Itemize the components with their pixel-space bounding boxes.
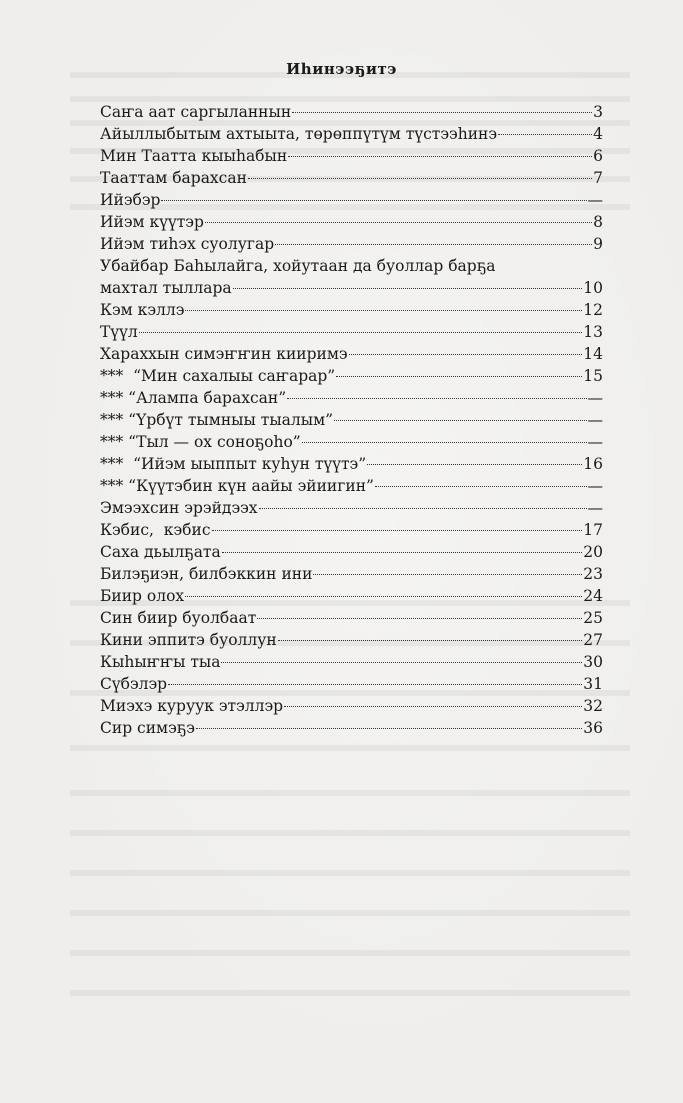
toc-entry-title: *** “Алампа барахсан”	[100, 389, 287, 407]
toc-entry-title: Сир симэҕэ	[100, 719, 195, 737]
dot-leader	[336, 376, 582, 377]
toc-entry-title: Мин Таатта кыыһабын	[100, 147, 288, 165]
dot-leader	[212, 530, 583, 531]
toc-entry-title: *** “Күүтэбин күн аайы эйиигин”	[100, 477, 374, 495]
toc-entry-page: —	[587, 477, 603, 495]
toc-entry[interactable]	[100, 609, 603, 631]
toc-entry[interactable]	[100, 587, 603, 609]
dot-leader	[205, 222, 592, 223]
toc-entry[interactable]	[100, 389, 603, 411]
dot-leader	[349, 354, 583, 355]
toc-entry-page: 20	[583, 543, 603, 561]
toc-entry[interactable]	[100, 565, 603, 587]
toc-entry[interactable]	[100, 411, 603, 433]
toc-entry-page: 25	[583, 609, 603, 627]
toc-entry[interactable]	[100, 653, 603, 675]
dot-leader	[313, 574, 582, 575]
bleed-through-line	[70, 910, 630, 916]
dot-leader	[221, 662, 582, 663]
dot-leader	[168, 684, 582, 685]
toc-entry[interactable]	[100, 323, 603, 345]
bleed-through-line	[70, 745, 630, 751]
toc-entry-page: 23	[583, 565, 603, 583]
toc-entry[interactable]	[100, 125, 603, 147]
toc-entry-page: —	[587, 411, 603, 429]
toc-entry[interactable]	[100, 499, 603, 521]
toc-entry-page: 4	[593, 125, 603, 143]
toc-entry-title: Кыһыҥҥы тыа	[100, 653, 221, 671]
toc-entry-title: Саҥа аат саргыланнын	[100, 103, 292, 121]
toc-entry-page: 13	[583, 323, 603, 341]
toc-entry-title: *** “Ийэм ыыппыт куһун түүтэ”	[100, 455, 367, 473]
toc-entry[interactable]	[100, 697, 603, 719]
toc-entry[interactable]	[100, 543, 603, 565]
toc-entry-title: Тааттам барахсан	[100, 169, 247, 187]
toc-entry[interactable]	[100, 191, 603, 213]
toc-entry-page: 36	[583, 719, 603, 737]
toc-entry-page: —	[587, 499, 603, 517]
toc-entry[interactable]	[100, 235, 603, 257]
toc-entry-page: 14	[583, 345, 603, 363]
bleed-through-line	[70, 790, 630, 796]
toc-entry[interactable]	[100, 345, 603, 367]
toc-entry-title: Саха дьылҕата	[100, 543, 221, 561]
toc-entry-title: *** “Мин сахалыы саҥарар”	[100, 367, 336, 385]
dot-leader	[288, 156, 592, 157]
bleed-through-line	[70, 950, 630, 956]
dot-leader	[161, 200, 586, 201]
toc-entry-page: 9	[593, 235, 603, 253]
dot-leader	[278, 640, 583, 641]
toc-entry-title: Кини эппитэ буоллун	[100, 631, 277, 649]
toc-entry-page: —	[587, 433, 603, 451]
toc-entry-title: Син биир буолбаат	[100, 609, 257, 627]
toc-entry-page: —	[587, 191, 603, 209]
toc-entry-title: *** “Тыл — ох соноҕоһо”	[100, 433, 301, 451]
dot-leader	[284, 706, 582, 707]
toc-entry[interactable]	[100, 521, 603, 543]
dot-leader	[248, 178, 592, 179]
toc-entry-title: махтал тыллара	[100, 279, 232, 297]
toc-entry-title: Кэбис, кэбис	[100, 521, 211, 539]
page-title: Иһинээҕитэ	[286, 60, 397, 78]
toc-entry-page: 7	[593, 169, 603, 187]
toc-entry-page: 15	[583, 367, 603, 385]
dot-leader	[233, 288, 583, 289]
toc-entry-page: 12	[583, 301, 603, 319]
bleed-through-line	[70, 870, 630, 876]
toc-entry[interactable]	[100, 367, 603, 389]
toc-entry-title: *** “Үрбүт тымныы тыалым”	[100, 411, 334, 429]
toc-entry-title: Ийэбэр	[100, 191, 161, 209]
toc-entry-page: 30	[583, 653, 603, 671]
toc-entry-title: Миэхэ куруук этэллэр	[100, 697, 284, 715]
toc-entry-title: Билэҕиэн, билбэккин ини	[100, 565, 313, 583]
toc-entry-page: 3	[593, 103, 603, 121]
toc-entry[interactable]	[100, 279, 603, 301]
dot-leader	[275, 244, 592, 245]
toc-entry[interactable]	[100, 103, 603, 125]
dot-leader	[185, 310, 582, 311]
toc-entry-page: 31	[583, 675, 603, 693]
toc-entry-title: Түүл	[100, 323, 138, 341]
toc-entry-title: Хараххын симэҥҥин кииримэ	[100, 345, 348, 363]
toc-entry-title: Эмээхсин эрэйдээх	[100, 499, 258, 517]
dot-leader	[139, 332, 583, 333]
toc-entry[interactable]	[100, 169, 603, 191]
toc-entry-page: 10	[583, 279, 603, 297]
toc-entry[interactable]	[100, 631, 603, 653]
toc-entry-title: Сүбэлэр	[100, 675, 168, 693]
toc-entry-page: —	[587, 389, 603, 407]
bleed-through-line	[70, 830, 630, 836]
toc-entry[interactable]	[100, 257, 603, 279]
toc-entry-page: 17	[583, 521, 603, 539]
toc-entry-title: Биир олох	[100, 587, 185, 605]
dot-leader	[334, 420, 586, 421]
dot-leader	[257, 618, 582, 619]
dot-leader	[367, 464, 582, 465]
toc-entry-page: 24	[583, 587, 603, 605]
toc-entry-title: Кэм кэллэ	[100, 301, 185, 319]
toc-entry-page: 16	[583, 455, 603, 473]
toc-entry[interactable]	[100, 455, 603, 477]
toc-entry-page: 32	[583, 697, 603, 715]
bleed-through-line	[70, 96, 630, 102]
toc-entry[interactable]	[100, 433, 603, 455]
bleed-through-line	[70, 990, 630, 996]
toc-entry-title: Айыллыбытым ахтыыта, төрөппүтүм түстээһинэ	[100, 125, 498, 143]
toc-entry-page: 27	[583, 631, 603, 649]
dot-leader	[498, 134, 592, 135]
dot-leader	[196, 728, 582, 729]
dot-leader	[185, 596, 582, 597]
toc-entry[interactable]	[100, 477, 603, 499]
toc-entry[interactable]	[100, 147, 603, 169]
toc-entry[interactable]	[100, 301, 603, 323]
toc-entry[interactable]	[100, 213, 603, 235]
dot-leader	[292, 112, 592, 113]
dot-leader	[375, 486, 587, 487]
dot-leader	[259, 508, 587, 509]
toc-entry[interactable]	[100, 675, 603, 697]
toc-entry-page: 8	[593, 213, 603, 231]
dot-leader	[222, 552, 583, 553]
toc-entry-title: Ийэм тиһэх суолугар	[100, 235, 275, 253]
dot-leader	[287, 398, 586, 399]
toc-entry-title: Убайбар Баһылайга, хойутаан да буоллар барҕа	[100, 257, 496, 275]
toc-entry-page: 6	[593, 147, 603, 165]
dot-leader	[302, 442, 587, 443]
toc-entry[interactable]	[100, 719, 603, 741]
toc-entry-title: Ийэм күүтэр	[100, 213, 204, 231]
